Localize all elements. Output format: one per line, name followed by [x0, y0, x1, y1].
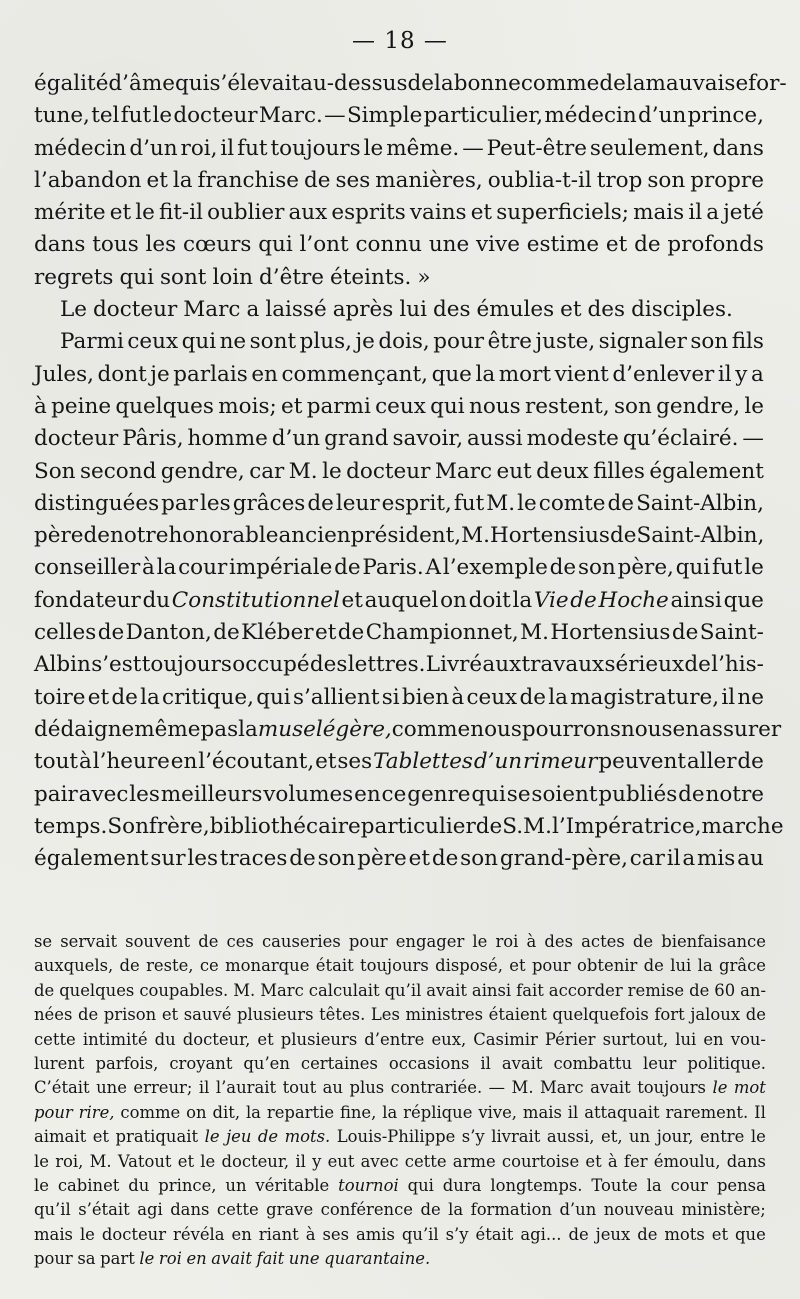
- main_lines-line: docteur Pâris, homme d’un grand savoir, aussi modeste qu’éclairé. —: [34, 426, 764, 452]
- main_lines-line: regrets qui sont loin d’être éteints. »: [34, 264, 431, 290]
- main_lines-line: dans tous les cœurs qui l’ont connu une vive estime et de profonds: [34, 232, 764, 258]
- main_lines-line: Jules, dont je parlais en commençant, que la mort vient d’enlever il y a: [34, 361, 764, 387]
- main_lines-line: égalité d’âme qui s’élevait au-dessus de la bonne comme de la mauvaise for-: [34, 71, 787, 96]
- main_lines-line: distinguées par les grâces de leur esprit, fut M. le comte de Saint-Albin,: [34, 490, 764, 516]
- main_lines-line: conseiller à la cour impériale de Paris. A l’exemple de son père, qui fut le: [34, 555, 764, 581]
- note_lines-line: auxquels, de reste, ce monarque était toujours disposé, et pour obtenir de lui la grâce: [34, 956, 766, 976]
- main_lines-line: père de notre honorable ancien président, M. Hortensius de Saint-Albin,: [34, 523, 765, 549]
- note_lines-line: pour rire, comme on dit, la repartie fine, la réplique vive, mais il attaquait rarement. Il: [34, 1102, 766, 1122]
- note_lines-line: C’était une erreur; il l’aurait tout au plus contrariée. — M. Marc avait toujours le mot: [34, 1078, 766, 1098]
- main_lines-line: également sur les traces de son père et de son grand-père, car il a mis au: [34, 846, 764, 872]
- note_lines-line: de quelques coupables. M. Marc calculait qu’il avait ainsi fait accorder remise de 60 an-: [34, 980, 766, 1000]
- note_lines-line: cette intimité du docteur, et plusieurs d’entre eux, Casimir Périer surtout, lui en vou-: [34, 1029, 766, 1049]
- note_lines-line: aimait et pratiquait le jeu de mots. Louis-Philippe s’y livrait aussi, et, un jour, entre le: [34, 1127, 766, 1147]
- main_lines-line: Le docteur Marc a laissé après lui des émules et des disciples.: [60, 297, 733, 323]
- note_lines-line: nées de prison et sauvé plusieurs têtes. Les ministres étaient quelquefois fort jaloux de: [34, 1005, 766, 1025]
- main_lines-line: fondateur du Constitutionnel et auquel on doit la Vie de Hoche ainsi que: [34, 587, 764, 613]
- main_lines-line: médecin d’un roi, il fut toujours le même. — Peut-être seulement, dans: [34, 135, 764, 161]
- main-text-block: [34, 68, 787, 875]
- main_lines-line: l’abandon et la franchise de ses manières, oublia-t-il trop son propre: [34, 167, 764, 193]
- main_lines-line: toire et de la critique, qui s’allient si bien à ceux de la magistrature, il ne: [34, 684, 764, 710]
- note_lines-line: mais le docteur révéla en riant à ses amis qu’il s’y était agi... de jeux de mots et que: [34, 1224, 766, 1244]
- page-number: — 18 —: [352, 28, 448, 54]
- note_lines-line: le cabinet du prince, un véritable tournoi qui dura longtemps. Toute la cour pensa: [34, 1175, 766, 1195]
- note_lines-line: lurent parfois, croyant qu’en certaines occasions il avait combattu leur politique.: [34, 1053, 766, 1073]
- main_lines-line: à peine quelques mois; et parmi ceux qui nous restent, son gendre, le: [34, 393, 764, 419]
- main_lines-line: dédaigne même pas la muse légère, comme nous pourrons nous en assurer: [34, 716, 782, 742]
- main_lines-line: Parmi ceux qui ne sont plus, je dois, pour être juste, signaler son fils: [60, 329, 764, 355]
- main_lines-line: mérite et le fit-il oublier aux esprits vains et superficiels; mais il a jeté: [34, 200, 764, 226]
- note_lines-line: pour sa part le roi en avait fait une quarantaine.: [34, 1249, 431, 1269]
- main_lines-line: tune, tel fut le docteur Marc. — Simple particulier, médecin d’un prince,: [34, 103, 764, 129]
- main_lines-line: pair avec les meilleurs volumes en ce genre qui se soient publiés de notre: [34, 781, 764, 807]
- note_lines-line: le roi, M. Vatout et le docteur, il y eut avec cette arme courtoise et à fer émoulu, dans: [34, 1151, 766, 1171]
- main_lines-line: Son second gendre, car M. le docteur Marc eut deux filles également: [34, 458, 764, 484]
- main_lines-line: celles de Danton, de Kléber et de Championnet, M. Hortensius de Saint-: [34, 620, 764, 646]
- footnote-block: [34, 930, 766, 1271]
- main_lines-line: temps. Son frère, bibliothécaire particulier de S. M. l’Impératrice, marche: [34, 813, 784, 839]
- main_lines-line: tout à l’heure en l’écoutant, et ses Tablettes d’un rimeur peuvent aller de: [34, 749, 764, 775]
- note_lines-line: se servait souvent de ces causeries pour engager le roi à des actes de bienfaisance: [34, 932, 766, 951]
- main_lines-line: Albin s’est toujours occupé des lettres. Livré aux travaux sérieux de l’his-: [34, 652, 764, 678]
- note_lines-line: qu’il s’était agi dans cette grave conférence de la formation d’un nouveau ministère;: [34, 1200, 766, 1220]
